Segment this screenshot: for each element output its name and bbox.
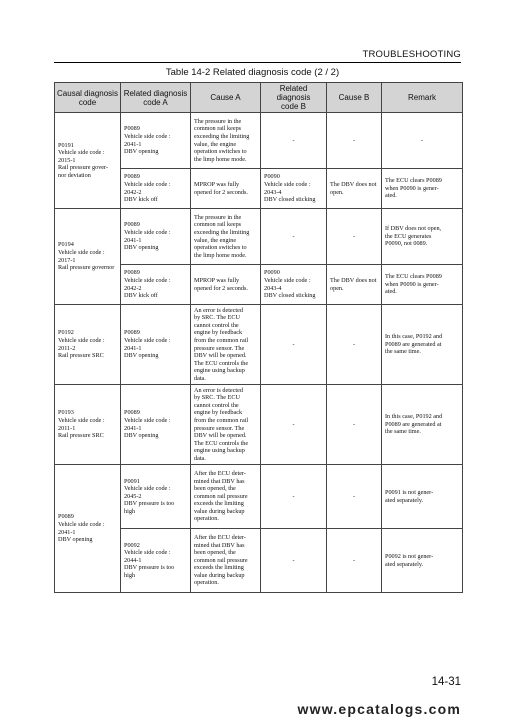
causal-code-cell: P0194 Vehicle side code : 2017-1 Rail pressure governor: [55, 209, 121, 305]
table-caption: Table 14-2 Related diagnosis code (2 / 2): [165, 67, 340, 78]
code-b-cell: P0090 Vehicle side code : 2043-4 DBV closed sticking: [261, 265, 327, 305]
diagnosis-table: [54, 82, 463, 593]
code-b-cell: P0090 Vehicle side code : 2043-4 DBV closed sticking: [261, 169, 327, 209]
header-divider: [54, 62, 461, 63]
cause-b-cell: -: [327, 113, 382, 169]
cause-b-cell: -: [327, 529, 382, 593]
code-a-cell: P0091 Vehicle side code : 2045-2 DBV pressure is too high: [121, 465, 191, 529]
causal-code-cell: P0191 Vehicle side code : 2015-1 Rail pressure gover- nor deviation: [55, 113, 121, 209]
remark-cell: -: [382, 113, 463, 169]
code-b-cell: -: [261, 529, 327, 593]
col-header-causal: Causal diagnosis code: [55, 83, 121, 113]
cause-b-cell: -: [327, 465, 382, 529]
code-a-cell: P0089 Vehicle side code : 2042-2 DBV kick off: [121, 169, 191, 209]
table-row: [55, 113, 463, 169]
code-a-cell: P0089 Vehicle side code : 2041-1 DBV opening: [121, 385, 191, 465]
cause-a-cell: The pressure in the common rail keeps exceeding the limiting value, the engine operation switches to the limp home mode.: [191, 209, 261, 265]
remark-cell: The ECU clears P0089 when P0090 is gener- ated.: [382, 265, 463, 305]
code-a-cell: P0089 Vehicle side code : 2041-1 DBV opening: [121, 113, 191, 169]
col-header-code-a: Related diagnosis code A: [121, 83, 191, 113]
causal-code-cell: P0089 Vehicle side code : 2041-1 DBV opening: [55, 465, 121, 593]
table-row: [55, 385, 463, 465]
code-a-cell: P0089 Vehicle side code : 2041-1 DBV opening: [121, 305, 191, 385]
cause-b-cell: The DBV does not open.: [327, 169, 382, 209]
code-b-cell: -: [261, 113, 327, 169]
remark-cell: P0091 is not gener- ated separately.: [382, 465, 463, 529]
table-row: [55, 465, 463, 529]
cause-a-cell: An error is detected by SRC. The ECU cannot control the engine by feedback from the common rail pressure sensor. The DBV will be opened. The ECU controls the engine using backup data.: [191, 385, 261, 465]
code-b-cell: -: [261, 305, 327, 385]
code-a-cell: P0092 Vehicle side code : 2044-1 DBV pressure is too high: [121, 529, 191, 593]
cause-b-cell: -: [327, 209, 382, 265]
section-title: TROUBLESHOOTING: [362, 49, 461, 60]
causal-code-cell: P0192 Vehicle side code : 2011-2 Rail pressure SRC: [55, 305, 121, 385]
page-number: 14-31: [431, 676, 461, 688]
col-header-code-b: Related diagnosis code B: [261, 83, 327, 113]
code-a-cell: P0089 Vehicle side code : 2041-1 DBV opening: [121, 209, 191, 265]
remark-cell: The ECU clears P0089 when P0090 is gener- ated.: [382, 169, 463, 209]
table-header-row: [55, 83, 463, 113]
col-header-cause-b: Cause B: [327, 83, 382, 113]
remark-cell: In this case, P0192 and P0089 are generated at the same time.: [382, 385, 463, 465]
cause-a-cell: After the ECU deter- mined that DBV has been opened, the common rail pressure exceeds the limiting value during backup operation.: [191, 529, 261, 593]
cause-b-cell: -: [327, 385, 382, 465]
table-row: [55, 209, 463, 265]
col-header-cause-a: Cause A: [191, 83, 261, 113]
cause-b-cell: -: [327, 305, 382, 385]
code-b-cell: -: [261, 385, 327, 465]
cause-a-cell: MPROP was fully opened for 2 seconds.: [191, 169, 261, 209]
remark-cell: In this case, P0192 and P0089 are generated at the same time.: [382, 305, 463, 385]
cause-a-cell: An error is detected by SRC. The ECU cannot control the engine by feedback from the common rail pressure sensor. The DBV will be opened. The ECU controls the engine using backup data.: [191, 305, 261, 385]
watermark: www.epcatalogs.com: [297, 701, 461, 717]
cause-b-cell: The DBV does not open.: [327, 265, 382, 305]
remark-cell: If DBV does not open, the ECU generates P0090, not 0089.: [382, 209, 463, 265]
remark-cell: P0092 is not gener- ated separately.: [382, 529, 463, 593]
cause-a-cell: MPROP was fully opened for 2 seconds.: [191, 265, 261, 305]
causal-code-cell: P0193 Vehicle side code : 2011-1 Rail pressure SRC: [55, 385, 121, 465]
table-row: [55, 305, 463, 385]
code-b-cell: -: [261, 209, 327, 265]
cause-a-cell: After the ECU deter- mined that DBV has been opened, the common rail pressure exceeds the limiting value during backup operation.: [191, 465, 261, 529]
cause-a-cell: The pressure in the common rail keeps exceeding the limiting value, the engine operation switches to the limp home mode.: [191, 113, 261, 169]
col-header-remark: Remark: [382, 83, 463, 113]
code-a-cell: P0089 Vehicle side code : 2042-2 DBV kick off: [121, 265, 191, 305]
code-b-cell: -: [261, 465, 327, 529]
